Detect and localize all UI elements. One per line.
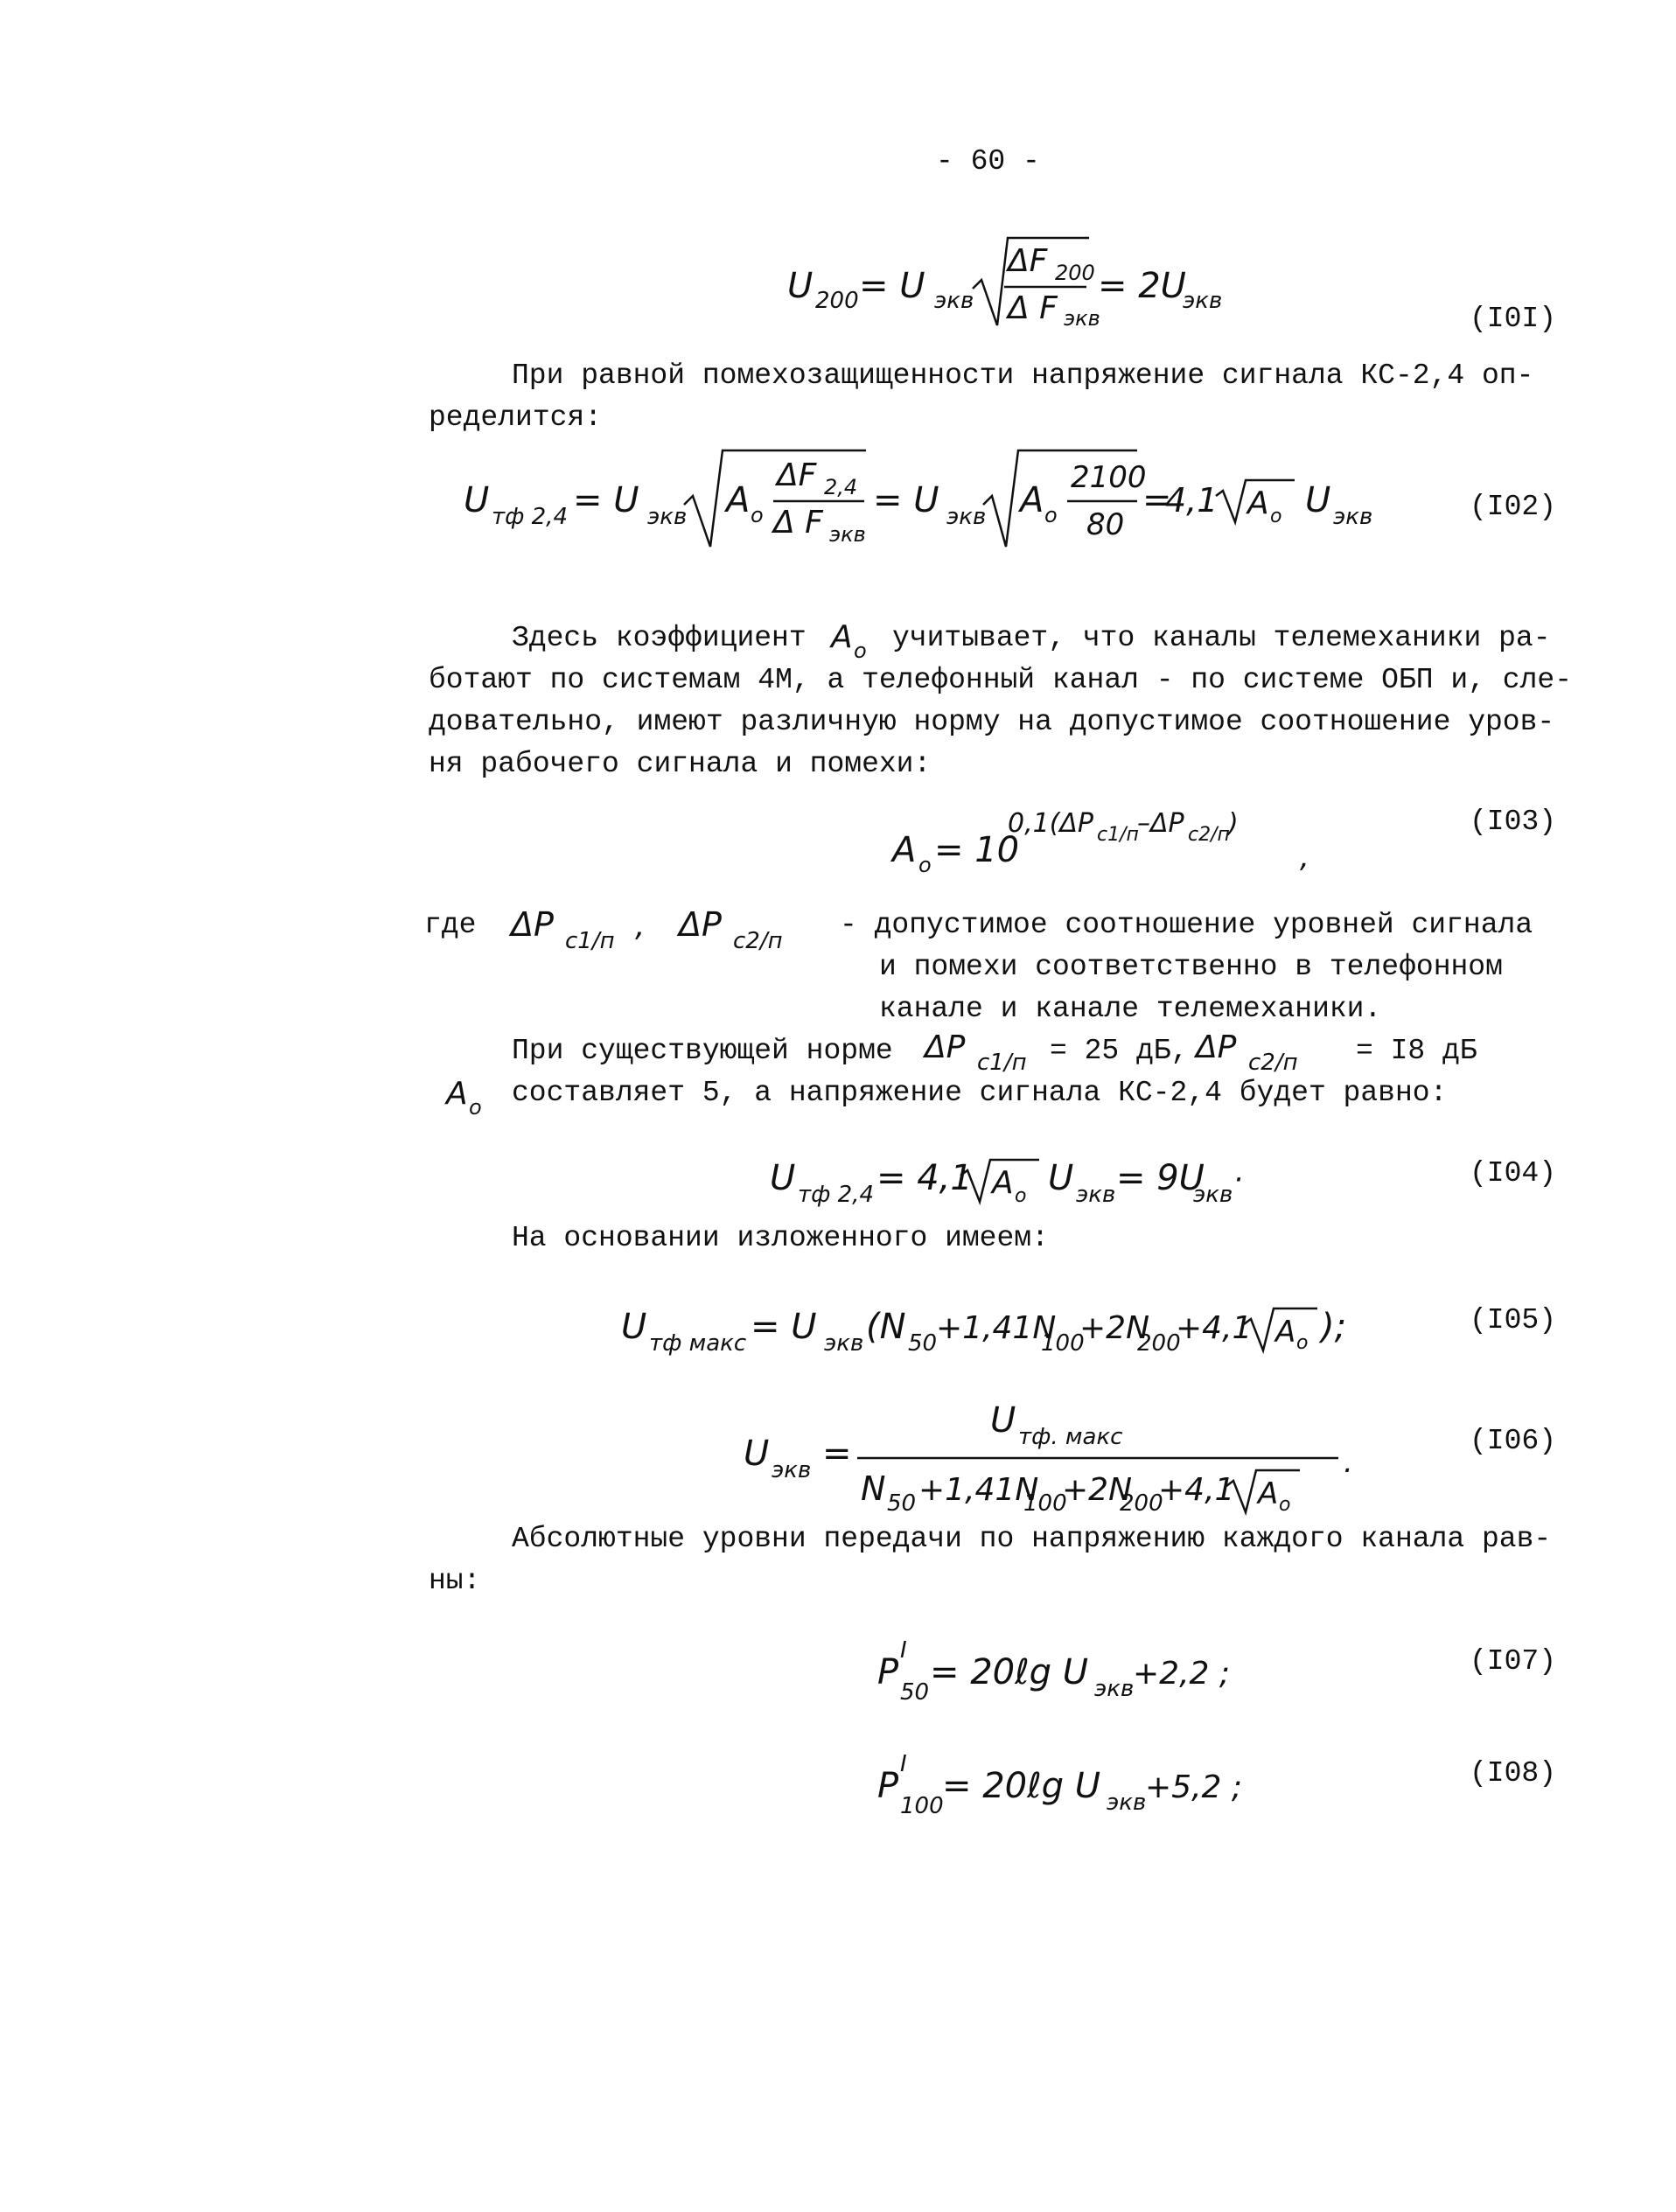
svg-text:I: I	[900, 1751, 907, 1777]
eq102-numerator: 2100	[1071, 460, 1147, 495]
svg-text:тф макс: тф макс	[649, 1330, 747, 1357]
svg-text:U: U	[787, 266, 814, 306]
svg-text:200: 200	[1055, 261, 1095, 285]
svg-text:·: ·	[1233, 1162, 1243, 1197]
paragraph-1-line-2: ределится:	[429, 401, 603, 434]
svg-text:50: 50	[908, 1330, 938, 1357]
svg-text:экв: экв	[1333, 504, 1373, 530]
equation-107	[870, 1622, 1308, 1719]
equation-106-number: (I06)	[1470, 1425, 1557, 1457]
paragraph-1-line-1: При равной помехозащищенности напряжение сигнала КС-2,4 оп-	[512, 359, 1534, 392]
svg-text:+2N: +2N	[1079, 1310, 1149, 1346]
svg-text:o: o	[1296, 1332, 1309, 1354]
svg-text:+2,2 ;: +2,2 ;	[1133, 1656, 1230, 1692]
paragraph-2-line-1-pre: Здесь коэффициент	[512, 622, 807, 654]
svg-text:ΔP: ΔP	[511, 905, 554, 944]
symbol-a0-line	[444, 1069, 497, 1121]
svg-text:тф 2,4: тф 2,4	[492, 504, 568, 530]
equation-107-number: (I07)	[1470, 1645, 1557, 1678]
equation-106	[735, 1386, 1365, 1518]
svg-text:A: A	[1247, 485, 1269, 521]
svg-text:ΔF: ΔF	[777, 457, 817, 493]
svg-text:100: 100	[900, 1793, 944, 1819]
paragraph-2-line-4: ня рабочего сигнала и помехи:	[429, 748, 932, 780]
svg-text:+4,1: +4,1	[1158, 1472, 1235, 1508]
where-definition-line-3: канале и канале телемеханики.	[879, 993, 1382, 1025]
svg-text:+1,41N: +1,41N	[936, 1310, 1057, 1346]
equation-108	[870, 1736, 1325, 1832]
svg-text:экв: экв	[1094, 1676, 1135, 1702]
svg-text:A: A	[1258, 1476, 1279, 1511]
svg-text:U: U	[1048, 1158, 1074, 1198]
svg-text:50: 50	[887, 1490, 917, 1517]
svg-text:A: A	[831, 619, 853, 655]
svg-text:c1/п: c1/п	[1097, 824, 1139, 846]
svg-text:= 2U: = 2U	[1098, 266, 1186, 306]
svg-text:ΔP: ΔP	[679, 905, 722, 944]
svg-text:(N: (N	[866, 1307, 906, 1347]
where-definition-line-2: и помехи соответственно в телефонном	[879, 951, 1503, 983]
svg-text:= 4,1: = 4,1	[876, 1158, 973, 1198]
svg-text:ΔP: ΔP	[925, 1029, 966, 1065]
svg-text:200: 200	[1120, 1490, 1163, 1517]
delta-p-c2	[1194, 1019, 1316, 1080]
svg-text:U: U	[621, 1307, 647, 1347]
svg-text:экв: экв	[934, 288, 974, 314]
svg-text:o: o	[469, 1095, 482, 1120]
svg-text:c2/п: c2/п	[1188, 824, 1230, 846]
paragraph-3-line-1-pre: При существующей норме	[512, 1035, 893, 1067]
paragraph-2-line-2: ботают по системам 4М, а телефонный канал - по системе ОБП и, сле-	[429, 664, 1573, 696]
svg-text:A: A	[892, 830, 917, 870]
paragraph-5-line-1: Абсолютные уровни передачи по напряжению каждого канала рав-	[512, 1523, 1552, 1555]
svg-text:o: o	[918, 853, 932, 877]
svg-text:U: U	[990, 1400, 1016, 1441]
svg-text:N: N	[861, 1469, 886, 1508]
equation-108-number: (I08)	[1470, 1757, 1557, 1790]
delta-p-symbols	[507, 892, 822, 962]
paragraph-3-line-2: составляет 5, а напряжение сигнала КС-2,4 будет равно:	[512, 1077, 1448, 1109]
svg-text:U: U	[1305, 480, 1331, 520]
svg-text:экв: экв	[1183, 288, 1223, 314]
svg-text:= 20ℓg U: = 20ℓg U	[942, 1766, 1101, 1806]
svg-text:= U: = U	[751, 1307, 817, 1347]
equation-102-number: (I02)	[1470, 491, 1557, 523]
svg-text:экв: экв	[829, 522, 866, 547]
svg-text:экв: экв	[824, 1330, 864, 1357]
svg-text:200: 200	[1137, 1330, 1181, 1357]
svg-text:100: 100	[1023, 1490, 1067, 1517]
equation-104-number: (I04)	[1470, 1157, 1557, 1190]
svg-text:= U: = U	[873, 480, 939, 520]
svg-text:+4,1: +4,1	[1176, 1310, 1253, 1346]
svg-text:,: ,	[1300, 840, 1309, 875]
svg-text:экв: экв	[1107, 1790, 1147, 1816]
norm-value-2: = I8 дБ	[1356, 1035, 1477, 1067]
svg-text:o: o	[751, 503, 764, 527]
svg-text:100: 100	[1041, 1330, 1085, 1357]
svg-text:экв: экв	[1193, 1182, 1233, 1208]
equation-103	[883, 792, 1373, 888]
delta-p-c1	[923, 1019, 1045, 1080]
svg-text:P: P	[877, 1652, 899, 1692]
svg-text:o: o	[1044, 503, 1058, 527]
svg-text:I: I	[900, 1637, 907, 1664]
norm-value-1: = 25 дБ,	[1050, 1035, 1189, 1067]
svg-text:50: 50	[900, 1679, 930, 1706]
svg-text:экв: экв	[1076, 1182, 1116, 1208]
svg-text:экв: экв	[647, 504, 688, 530]
equation-101-number: (I0I)	[1470, 303, 1557, 335]
symbol-a0	[829, 612, 882, 665]
svg-text:0,1(ΔP: 0,1(ΔP	[1008, 808, 1094, 839]
svg-text:–ΔP: –ΔP	[1137, 808, 1184, 839]
svg-text:200: 200	[815, 288, 859, 314]
equation-104	[761, 1137, 1303, 1225]
svg-text:c2/п: c2/п	[1248, 1050, 1298, 1076]
svg-text:ΔP: ΔP	[1196, 1029, 1237, 1065]
svg-text:Δ F: Δ F	[773, 505, 823, 541]
equation-101	[779, 227, 1268, 332]
paragraph-5-line-2: ны:	[429, 1565, 481, 1597]
eq102-coef: 4,1	[1165, 481, 1219, 520]
svg-text:A: A	[1020, 480, 1044, 520]
svg-text:o: o	[1279, 1494, 1291, 1516]
paragraph-2-line-1-post: учитывает, что каналы телемеханики ра-	[892, 622, 1551, 654]
paragraph-2-line-3: довательно, имеют различную норму на допустимое соотношение уров-	[429, 706, 1555, 738]
svg-text:= U: = U	[573, 480, 639, 520]
svg-text:P: P	[877, 1766, 899, 1806]
svg-text:A: A	[726, 480, 751, 520]
svg-text:+1,41N: +1,41N	[918, 1472, 1039, 1508]
svg-text:тф. макс: тф. макс	[1018, 1424, 1123, 1450]
svg-text:A: A	[1275, 1315, 1296, 1350]
svg-text:тф 2,4: тф 2,4	[798, 1182, 874, 1208]
svg-text:c2/п: c2/п	[733, 928, 783, 954]
svg-text:c1/п: c1/п	[565, 928, 615, 954]
svg-text:экв: экв	[772, 1457, 812, 1483]
svg-text:= U: = U	[859, 266, 925, 306]
svg-text:c1/п: c1/п	[977, 1050, 1027, 1076]
eq102-denominator: 80	[1086, 507, 1125, 542]
svg-text:Δ F: Δ F	[1008, 290, 1058, 326]
svg-text:+2N: +2N	[1062, 1472, 1132, 1508]
svg-text:= 20ℓg U: = 20ℓg U	[930, 1652, 1089, 1692]
svg-text:экв: экв	[1064, 306, 1100, 331]
where-label: где	[424, 909, 477, 941]
page-number: - 60 -	[936, 145, 1040, 178]
equation-103-number: (I03)	[1470, 806, 1557, 838]
equation-105-number: (I05)	[1470, 1304, 1557, 1336]
svg-text:,: ,	[635, 908, 646, 944]
equation-105	[612, 1286, 1417, 1373]
svg-text:2,4: 2,4	[824, 475, 858, 499]
paragraph-4-line-1: На основании изложенного имеем:	[512, 1222, 1049, 1254]
svg-text:ΔF: ΔF	[1008, 243, 1048, 279]
svg-text:o: o	[854, 638, 867, 663]
svg-text:+5,2 ;: +5,2 ;	[1145, 1769, 1242, 1805]
svg-text:A: A	[992, 1165, 1014, 1201]
svg-text:);: );	[1321, 1307, 1347, 1347]
svg-text:U: U	[744, 1434, 770, 1474]
svg-text:): )	[1228, 808, 1239, 839]
svg-text:U: U	[770, 1158, 796, 1198]
svg-text:A: A	[446, 1076, 468, 1112]
where-definition-line-1: - допустимое соотношение уровней сигнала	[840, 909, 1533, 941]
svg-text:=: =	[1142, 480, 1172, 520]
svg-text:o: o	[1270, 506, 1282, 527]
svg-text:o: o	[1015, 1185, 1027, 1207]
svg-text:.: .	[1344, 1445, 1353, 1480]
svg-text:= 10: = 10	[934, 830, 1020, 870]
svg-text:U: U	[464, 480, 490, 520]
equation-102	[455, 442, 1417, 555]
svg-text:=: =	[822, 1434, 852, 1474]
svg-text:экв: экв	[946, 504, 987, 530]
svg-text:= 9U: = 9U	[1116, 1158, 1205, 1198]
